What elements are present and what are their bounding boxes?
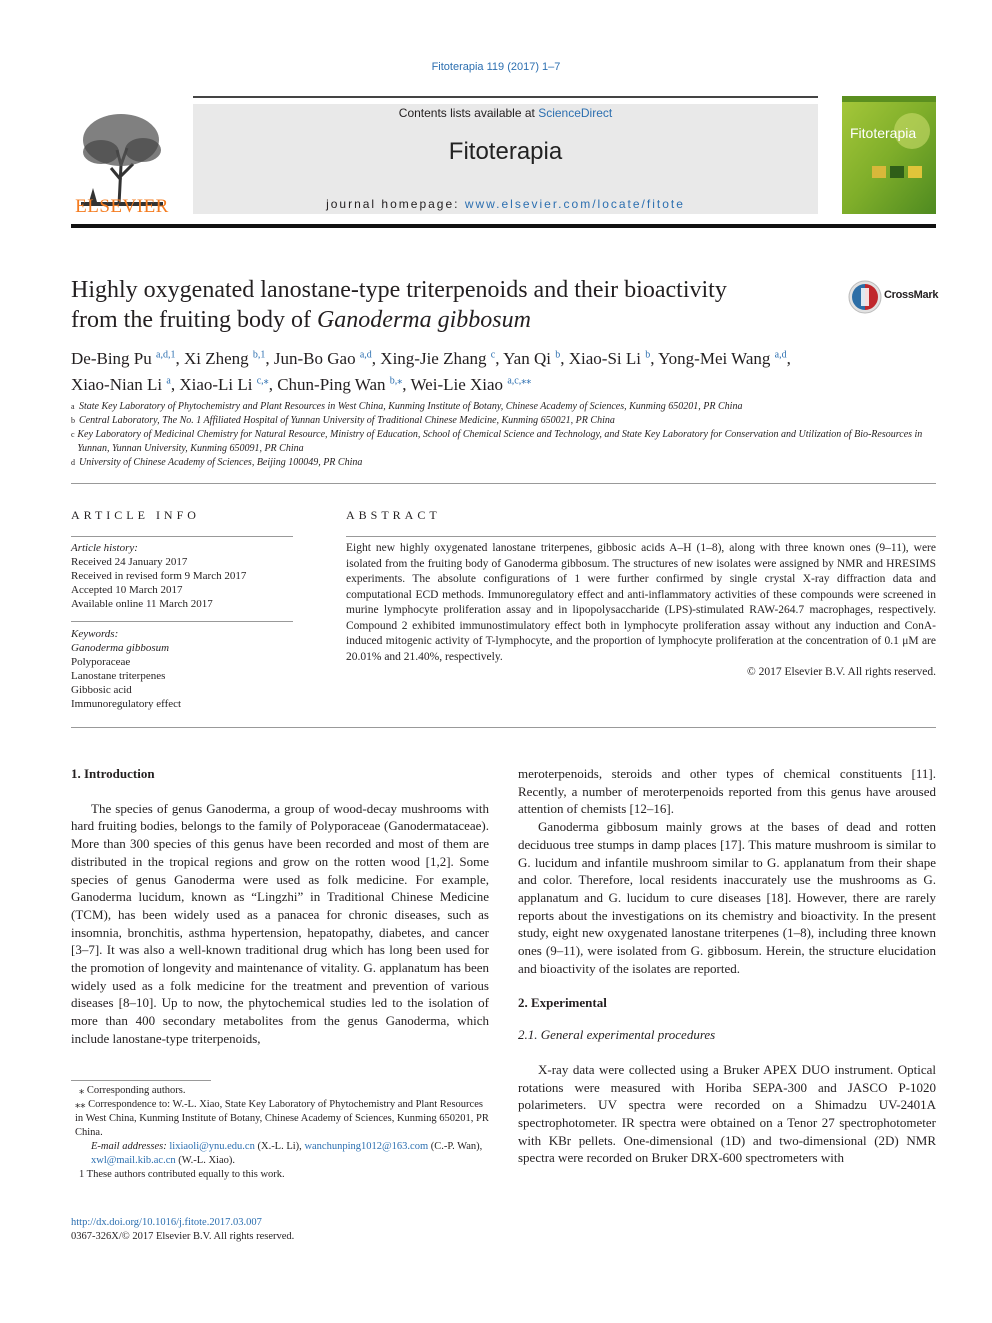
keywords: Keywords: Ganoderma gibbosum Polyporaceae Lanostane triterpenes Gibbosic acid Immunoregulatory effect	[71, 627, 293, 711]
divider	[346, 536, 936, 537]
author[interactable]: Yan Qi $^b$,	[503, 348, 569, 368]
author[interactable]: Xi Zheng $^{b,1}$,	[183, 348, 274, 368]
sciencedirect-link[interactable]: ScienceDirect	[538, 106, 613, 120]
keyword: Polyporaceae	[71, 656, 131, 668]
author[interactable]: Yong-Mei Wang $^{a,d}$,	[658, 348, 791, 368]
journal-cover-thumbnail[interactable]	[842, 96, 936, 214]
homepage-link[interactable]: www.elsevier.com/locate/fitote	[464, 197, 685, 211]
keyword: Lanostane triterpenes	[71, 670, 166, 682]
footnote-rule	[71, 1080, 211, 1081]
email-link[interactable]: wanchunping1012@163.com	[304, 1141, 429, 1152]
article-history: Article history: Received 24 January 2017 Received in revised form 9 March 2017 Accepted 10 March 2017 Available online 11 March 2017	[71, 542, 247, 610]
doi-block	[71, 1216, 294, 1244]
abstract-copyright: © 2017 Elsevier B.V. All rights reserved.	[747, 666, 936, 678]
abstract-heading: ABSTRACT	[346, 508, 441, 522]
author[interactable]: Xiao-Nian Li $^a$,	[71, 375, 180, 395]
footnotes: ⁎ Corresponding authors. ⁎⁎ Correspondence to: W.-L. Xiao, State Key Laboratory of Phytochemistry and Plant Resources in West China, Kunming Institute of Botany, Chinese Academy of Sciences, Kunming 650201, PR China. E-mail addresses: lixiaoli@ynu.edu.cn (X.-L. Li), wanchunping1012@163.com (C.-P. Wan), xwl@mail.kib.ac.cn (W.-L. Xiao). 1 These authors contributed equally to this work.	[75, 1085, 489, 1180]
journal-header	[71, 96, 936, 218]
cover-image	[842, 96, 936, 214]
author[interactable]: Xiao-Li Li $^{c,⁎}$,	[179, 375, 278, 395]
elsevier-wordmark: ELSEVIER	[75, 196, 169, 217]
paragraph: X-ray data were collected using a Bruker APEX DUO instrument. Optical rotations were measured with Horiba SEPA-300 and JASCO P-1020 polarimeters. UV spectra were recorded on a Shimadzu UV-2401A spectrophotometer. IR spectra were obtained on a Tenor 27 spectrophotometer with KBr pellets. One-dimensional (1D) and two-dimensional (2D) NMR spectra were recorded on Bruker DRX-600 spectrometers with	[518, 1061, 936, 1166]
issn-copyright: 0367-326X/© 2017 Elsevier B.V. All rights reserved.	[71, 1231, 295, 1242]
author[interactable]: Xing-Jie Zhang $^c$,	[380, 348, 504, 368]
divider	[71, 727, 936, 728]
header-bottom-rule	[71, 224, 936, 228]
paragraph: Ganoderma gibbosum mainly grows at the bases of dead and rotten deciduous tree stumps in damp places [17]. This mature mushroom is similar to G. lucidum and infantile mushroom similar to G. applanatum from their shape and color. Therefore, local residents inaccurately use the mushrooms as G. applanatum and G. lucidum to cure diseases [18]. However, there are rarely reports about the investigations on its chemistry and bioactivity. In the present study, eight new oxygenated lanostane triterpenes (1–8), including three known ones (9–11), were isolated from G. gibbosum. Herein, the structure elucidation and bioactivity of the isolates are reported.	[518, 819, 936, 976]
keyword: Ganoderma gibbosum	[71, 642, 170, 654]
header-top-rule	[193, 96, 818, 98]
section-heading: 2. Experimental	[518, 995, 607, 1011]
article-title: Highly oxygenated lanostane-type triterpenoids and their bioactivity from the fruiting body of Ganoderma gibbosum	[71, 277, 727, 333]
crossmark-badge[interactable]	[848, 280, 938, 312]
keyword: Gibbosic acid	[71, 684, 132, 696]
author[interactable]: Chun-Ping Wan $^{b,⁎}$,	[277, 375, 411, 395]
abstract-body: Eight new highly oxygenated lanostane triterpenes, gibbosic acids A–H (1–8), along with three known ones (9–11), were isolated from the fruiting body of Ganoderma gibbosum. The structures of new isolates were assigned by NMR and HRESIMS experiments. The absolute configurations of 1 were further confirmed by single crystal X-ray diffraction data and computational ECD methods. Immunoregulatory effect and anti-inflammatory activities of these compounds were screened in murine lymphocyte proliferation assay and in lipopolysaccharide (LPS)-stimulated RAW-264.7 macrophages, respectively. Compound 2 exhibited immunostimulatory effect both in lymphocyte proliferation assay without any induction and ConA-induced mitogenic activity of T-lymphocyte, and the proportion of lymphocyte proliferation at the concentration of 0.1 μM are 20.01% and 21.40%, respectively. © 2017 Elsevier B.V. All rights reserved.	[346, 541, 936, 681]
author-list	[71, 343, 936, 396]
crossmark-label: CrossMark	[884, 289, 939, 301]
paragraph: The species of genus Ganoderma, a group of wood-decay mushrooms with hard fruiting bodies, belongs to the family of Polyporaceae (Ganodermataceae). More than 300 species of this genus have been recorded and most of them are distributed in the tropical regions and grow on the rotten wood [1,2]. Some species of genus Ganoderma were used as folk medicine. For example, Ganoderma lucidum, known as “Lingzhi” in Traditional Chinese Medicine (TCM), has been widely used as a panacea for chronic diseases, such as insomnia, bronchitis, asthma hypertension, hepatopathy, diabetes, and cancer [3–7]. It was also a well-known traditional drug which has long been used for the promotion of longevity and maintenance of vitality. G. applanatum has been widely used as a folk medicine for the treatment and prevention of various diseases [8–10]. Up to now, the phytochemical studies led to the isolation of more than 400 secondary metabolites from the genus Ganoderma, which include lanostane-type triterpenoids,	[71, 800, 489, 1046]
contents-line: Contents lists available at ScienceDirect	[398, 106, 613, 120]
right-column	[518, 765, 936, 1167]
journal-name: Fitoterapia	[448, 138, 563, 165]
affiliations	[71, 400, 936, 470]
email-link[interactable]: xwl@mail.kib.ac.cn	[91, 1155, 176, 1166]
author[interactable]: Xiao-Si Li $^b$,	[568, 348, 659, 368]
crossmark-icon	[848, 280, 882, 314]
paragraph: meroterpenoids, steroids and other types of chemical constituents [11]. Recently, a number of meroterpenoids reported from this genus have aroused attention of chemists [12–16].	[518, 766, 936, 817]
affiliation: c Key Laboratory of Medicinal Chemistry for Natural Resource, Ministry of Education, School of Chemical Science and Technology, and State Key Laboratory for Conservation and Utilization of Bio-Resources in Yunnan, Yunnan University, Kunming 650091, PR China	[71, 429, 923, 454]
divider	[71, 536, 293, 537]
affiliation: d University of Chinese Academy of Sciences, Beijing 100049, PR China	[71, 457, 363, 468]
cover-title: Fitoterapia	[850, 125, 917, 141]
article-info-heading: ARTICLE INFO	[71, 508, 200, 522]
left-column	[71, 765, 489, 1048]
email-link[interactable]: lixiaoli@ynu.edu.cn	[169, 1141, 255, 1152]
section-heading: 1. Introduction	[71, 766, 155, 781]
subsection-heading: 2.1. General experimental procedures	[518, 1027, 716, 1043]
keyword: Immunoregulatory effect	[71, 698, 182, 710]
author[interactable]: Jun-Bo Gao $^{a,d}$,	[273, 348, 381, 368]
affiliation: a State Key Laboratory of Phytochemistry and Plant Resources in West China, Kunming Institute of Botany, Chinese Academy of Sciences, Kunming 650201, PR China	[71, 401, 743, 412]
doi-link[interactable]: http://dx.doi.org/10.1016/j.fitote.2017.03.007	[71, 1217, 262, 1228]
journal-homepage: journal homepage: www.elsevier.com/locate/fitote	[326, 197, 685, 211]
divider	[71, 621, 293, 622]
author[interactable]: Wei-Lie Xiao $^{a,c,⁎⁎}$	[410, 375, 532, 395]
author[interactable]: De-Bing Pu $^{a,d,1}$,	[71, 348, 184, 368]
affiliation: b Central Laboratory, The No. 1 Affiliated Hospital of Yunnan University of Traditional Chinese Medicine, Kunming 650021, PR China	[71, 415, 615, 426]
journal-citation[interactable]: Fitoterapia 119 (2017) 1–7	[431, 61, 561, 73]
divider	[71, 483, 936, 484]
